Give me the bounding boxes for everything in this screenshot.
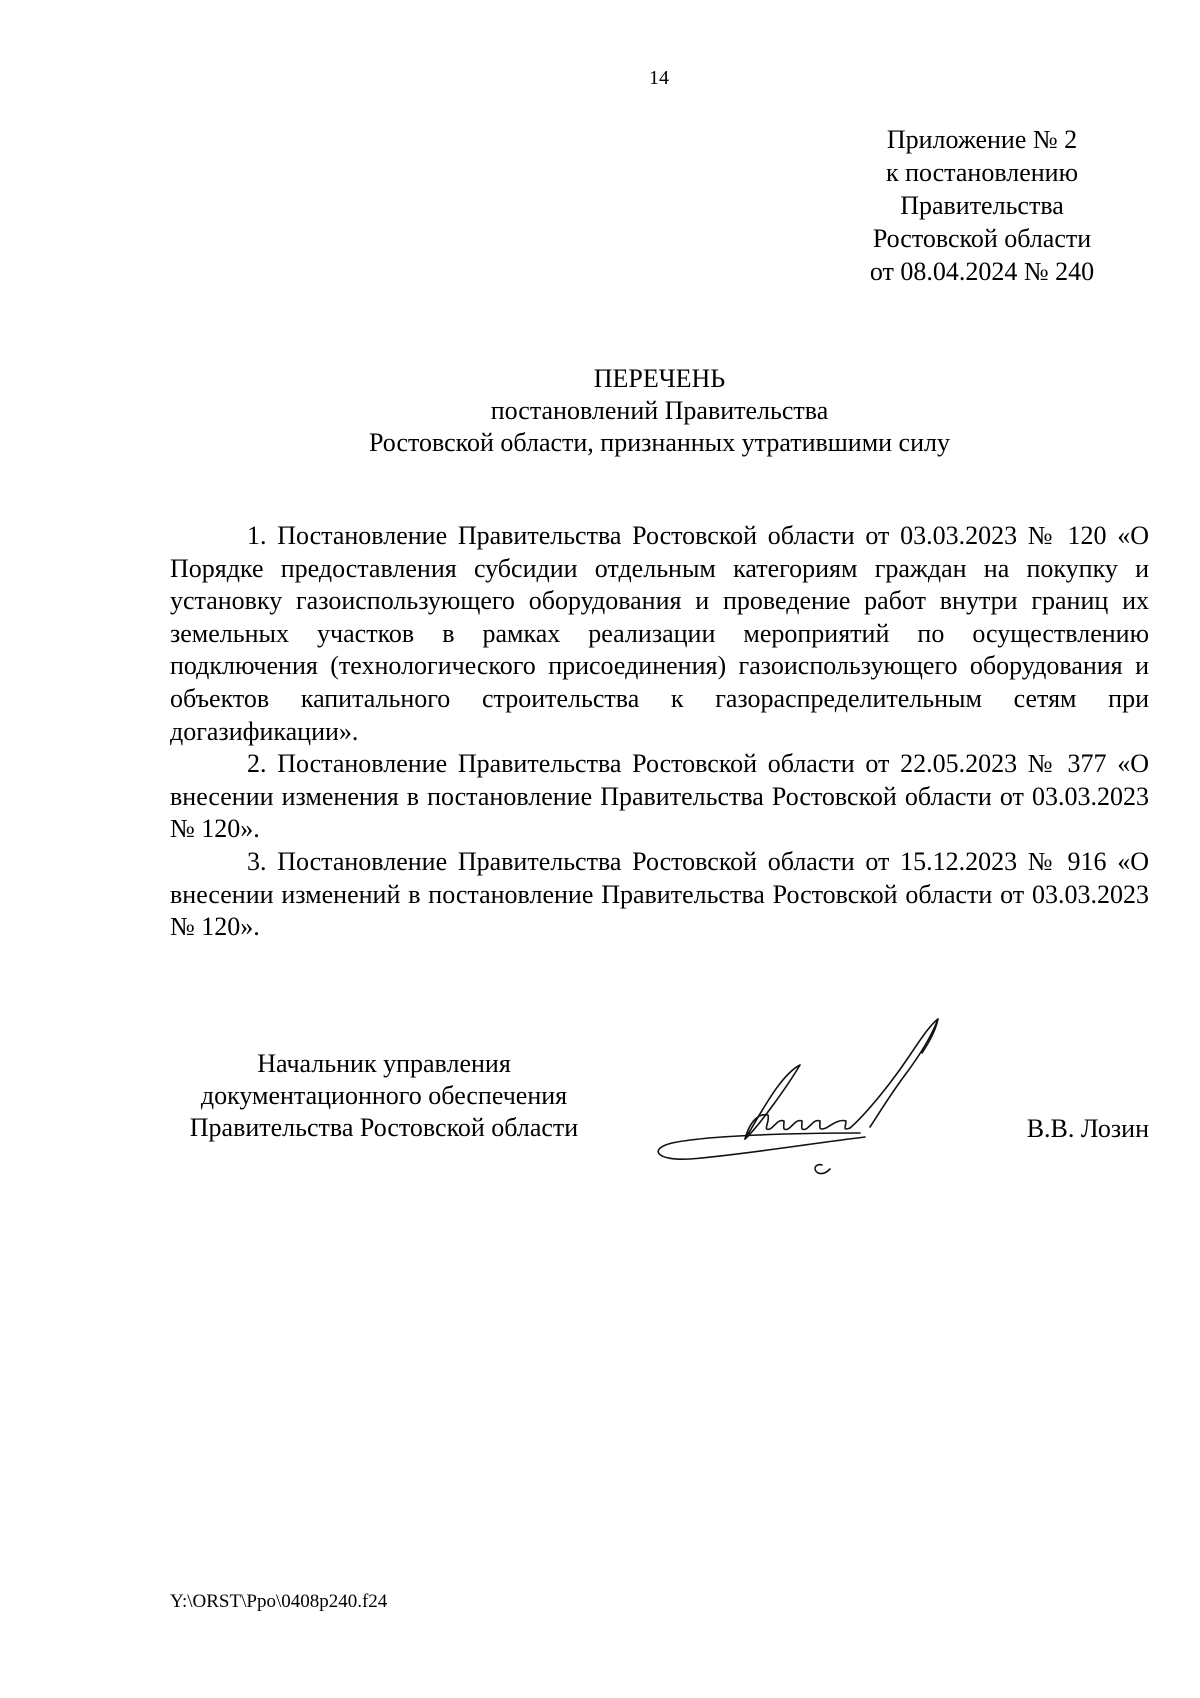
title-heading: ПЕРЕЧЕНЬ bbox=[593, 364, 726, 393]
appendix-header bbox=[832, 123, 1132, 288]
title-line: Ростовской области, признанных утратившими силу bbox=[368, 428, 950, 457]
signer-position bbox=[170, 1048, 598, 1144]
document-body bbox=[170, 520, 1149, 944]
document-title bbox=[170, 363, 1149, 459]
appendix-line: к постановлению bbox=[885, 158, 1079, 187]
list-item: 3. Постановление Правительства Ростовской области от 15.12.2023 № 916 «О внесении изменений в постановление Правительства Ростовской области от 03.03.2023 № 120». bbox=[170, 846, 1149, 942]
signer-name: В.В. Лозин bbox=[1026, 1114, 1149, 1143]
appendix-line: от 08.04.2024 № 240 bbox=[869, 257, 1095, 286]
list-item: 1. Постановление Правительства Ростовской области от 03.03.2023 № 120 «О Порядке предоставления субсидии отдельным категориям граждан на покупку и установку газоиспользующего оборудования и проведение работ внутри границ их земельных участков в рамках реализации мероприятий по осуществлению подключения (технологического присоединения) газоиспользующего оборудования и объектов капитального строительства к газораспределительным сетям при догазификации». bbox=[170, 521, 1149, 746]
appendix-line: Правительства bbox=[900, 191, 1064, 220]
signer-position-line: Правительства Ростовской области bbox=[189, 1113, 579, 1142]
list-item: 2. Постановление Правительства Ростовской области от 22.05.2023 № 377 «О внесении изменения в постановление Правительства Ростовской области от 03.03.2023 № 120». bbox=[170, 749, 1149, 844]
handwritten-signature bbox=[650, 1015, 980, 1180]
page-number: 14 bbox=[649, 67, 669, 89]
appendix-line: Ростовской области bbox=[872, 224, 1092, 253]
file-path: Y:\ORST\Рро\0408р240.f24 bbox=[170, 1591, 388, 1612]
appendix-line: Приложение № 2 bbox=[886, 125, 1078, 154]
title-line: постановлений Правительства bbox=[490, 396, 829, 425]
signer-position-line: документационного обеспечения bbox=[200, 1081, 568, 1110]
signer-position-line: Начальник управления bbox=[257, 1049, 511, 1078]
